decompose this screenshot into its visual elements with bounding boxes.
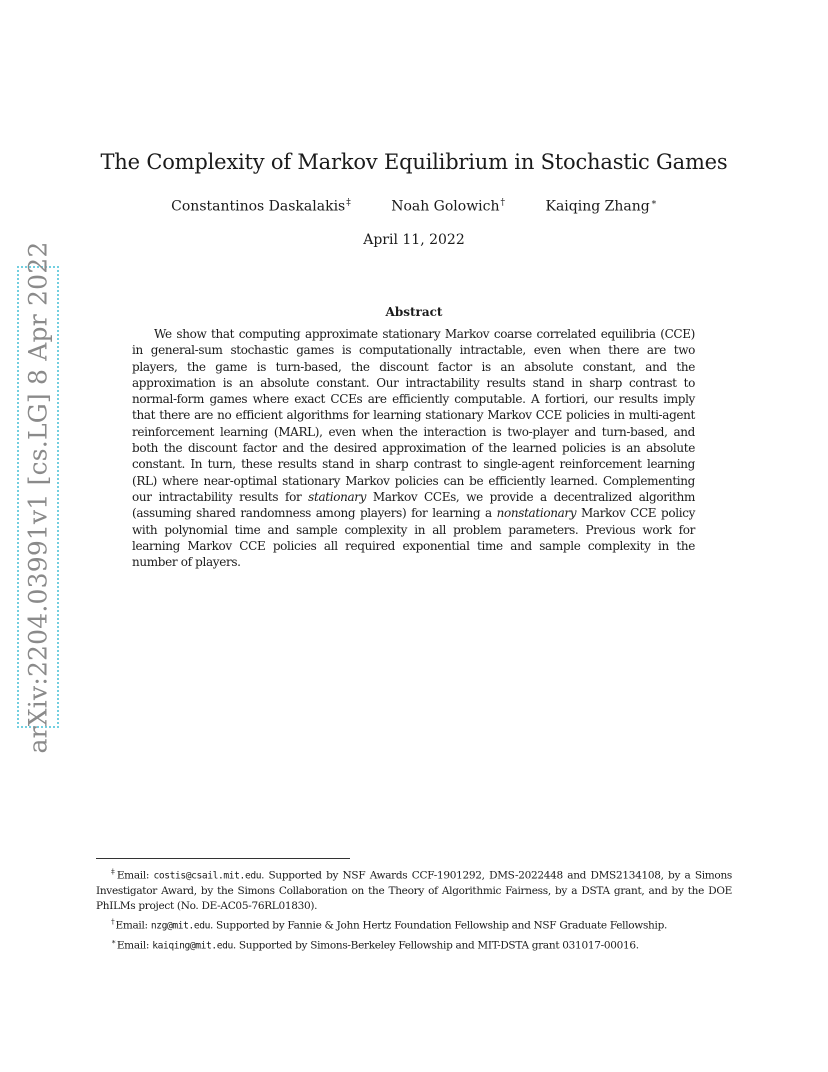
paper-date: April 11, 2022 — [363, 232, 465, 248]
footnotes — [96, 864, 732, 954]
abstract-text-2: Markov CCEs, we provide a decentralized algorithm (assuming shared randomness among players) for learning a — [132, 489, 695, 521]
abstract-emphasis-stationary: stationary — [308, 489, 367, 504]
paper-title: The Complexity of Markov Equilibrium in Stochastic Games — [100, 150, 728, 174]
author-list — [0, 198, 828, 215]
author-golowich — [391, 198, 505, 215]
abstract-text-1: We show that computing approximate stationary Markov coarse correlated equilibria (CCE) in general-sum stochastic games is computationally intractable, even when there are two players, the game is turn-based, the discount factor is an absolute constant, and the approximation is an absolute constant. Our intractability results stand in sharp contrast to normal-form games where exact CCEs are efficiently computable. A fortiori, our results imply that there are no efficient algorithms for learning stationary Markov CCE policies in multi-agent reinforcement learning (MARL), even when the interaction is two-player and turn-based, and both the discount factor and the desired approximation of the learned policies is an absolute constant. In turn, these results stand in sharp contrast to single-agent reinforcement learning (RL) where near-optimal stationary Markov policies can be efficiently learned. Complementing our intractability results for — [132, 327, 695, 504]
footnote-mark: † — [111, 917, 115, 927]
abstract-body — [132, 326, 695, 570]
footnote-mark: ‡ — [111, 867, 116, 876]
arxiv-identifier-stamp[interactable] — [17, 241, 59, 753]
footnote-text: . Supported by Simons-Berkeley Fellowship and MIT-DSTA grant 031017-00016. — [232, 939, 639, 952]
author-mark: ∗ — [650, 198, 657, 208]
footnote-label: Email: — [116, 869, 154, 882]
footnote-mark: ∗ — [111, 936, 116, 946]
footnote-text: . Supported by NSF Awards CCF-1901292, DMS-2022448 and DMS2134108, by a Simons Investigator Award, by the Simons Collaboration on the Theory of Algorithmic Fairness, by a DSTA grant, and by the DOE PhILMs project (No. DE-AC05-76RL01830). — [96, 869, 733, 912]
author-name: Constantinos Daskalakis — [171, 198, 346, 215]
footnote-zhang — [96, 934, 732, 954]
footnote-golowich — [96, 914, 732, 934]
author-daskalakis — [171, 198, 351, 215]
author-mark: ‡ — [346, 198, 351, 208]
footnote-label: Email: — [115, 919, 151, 932]
abstract-text-3: Markov CCE policy with polynomial time and sample complexity in all problem parameters. Previous work for learning Markov CCE policies all required exponential time and sample complexity in the number of players. — [132, 506, 695, 570]
email-link[interactable]: kaiqing@mit.edu — [152, 940, 233, 952]
author-mark: † — [500, 198, 506, 208]
footnote-daskalakis — [96, 864, 732, 914]
author-name: Noah Golowich — [391, 198, 500, 215]
email-link[interactable]: costis@csail.mit.edu — [153, 870, 262, 882]
footnote-text: . Supported by Fannie & John Hertz Foundation Fellowship and NSF Graduate Fellowship. — [209, 919, 668, 932]
author-name: Kaiqing Zhang — [545, 198, 650, 215]
footnote-label: Email: — [116, 939, 153, 952]
abstract-emphasis-nonstationary: nonstationary — [496, 506, 577, 521]
footnote-divider — [96, 858, 350, 859]
email-link[interactable]: nzg@mit.edu — [150, 920, 210, 932]
abstract-heading: Abstract — [385, 305, 443, 319]
arxiv-identifier-text: arXiv:2204.03991v1 [cs.LG] 8 Apr 2022 — [23, 241, 53, 753]
author-zhang — [545, 198, 656, 215]
